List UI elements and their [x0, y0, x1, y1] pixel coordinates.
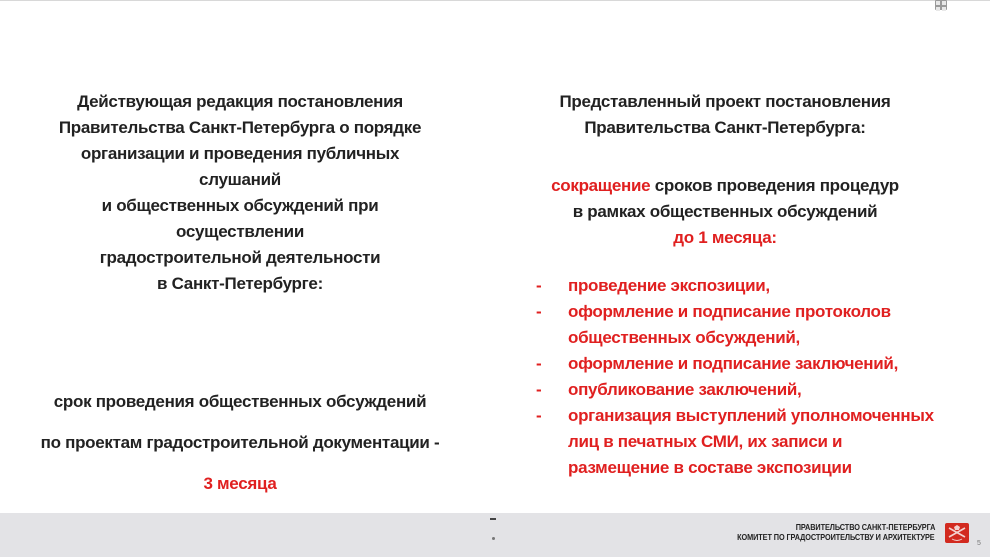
proposal-line-1 — [520, 173, 930, 199]
term-line-1: срок проведения общественных обсуждений — [53, 392, 427, 411]
bullet-dash: - — [536, 276, 542, 295]
step-text: организация выступлений уполномоченных лиц в печатных СМИ, их записи и размещение в составе экспозиции — [568, 406, 934, 477]
bullet-dash: - — [536, 354, 542, 373]
heading-line: Правительства Санкт-Петербурга: — [584, 118, 866, 137]
current-term-description — [40, 389, 440, 497]
heading-line: Правительства Санкт-Петербурга о порядке — [58, 118, 422, 137]
step-text: проведение экспозиции, — [568, 276, 770, 295]
cursor-marker — [492, 537, 495, 540]
term-line-2: по проектам градостроительной документации - — [40, 433, 440, 452]
heading-line: Представленный проект постановления — [559, 92, 891, 111]
list-item — [520, 403, 935, 481]
reduction-word: сокращение — [551, 176, 651, 195]
spb-emblem-icon — [945, 523, 969, 543]
reduced-steps-list — [520, 273, 935, 481]
list-item — [520, 299, 935, 351]
heading-line: организации и проведения публичных слушаний — [80, 144, 400, 189]
page-number: 5 — [977, 540, 981, 547]
heading-line: и общественных обсуждений при осуществлении — [101, 196, 379, 241]
list-item — [520, 377, 935, 403]
bullet-dash: - — [536, 380, 542, 399]
list-item — [520, 273, 935, 299]
current-term-value: 3 месяца — [203, 474, 277, 493]
current-regulation-heading — [40, 89, 440, 297]
proposal-summary — [520, 173, 930, 251]
footer-org-line-2: КОМИТЕТ ПО ГРАДОСТРОИТЕЛЬСТВУ И АРХИТЕКТУРЕ — [737, 532, 935, 542]
heading-line: градостроительной деятельности — [99, 248, 381, 267]
proposed-regulation-column — [520, 89, 935, 498]
step-text: оформление и подписание заключений, — [568, 354, 898, 373]
current-regulation-column — [40, 89, 440, 512]
list-item — [520, 351, 935, 377]
grid-view-icon[interactable] — [935, 0, 947, 10]
heading-line: Действующая редакция постановления — [77, 92, 403, 111]
step-text: оформление и подписание протоколов общественных обсуждений, — [568, 302, 891, 347]
step-text: опубликование заключений, — [568, 380, 802, 399]
proposal-line-2: в рамках общественных обсуждений — [572, 202, 878, 221]
top-border — [0, 0, 990, 1]
slide-footer — [0, 513, 990, 557]
proposed-term-value: до 1 месяца: — [673, 228, 777, 247]
cursor-marker — [490, 518, 496, 520]
heading-line: в Санкт-Петербурге: — [157, 274, 323, 293]
bullet-dash: - — [536, 406, 542, 425]
proposal-line-1-rest: сроков проведения процедур — [650, 176, 899, 195]
footer-org-line-1: ПРАВИТЕЛЬСТВО САНКТ-ПЕТЕРБУРГА — [795, 522, 935, 532]
proposed-regulation-heading — [520, 89, 930, 141]
bullet-dash: - — [536, 302, 542, 321]
